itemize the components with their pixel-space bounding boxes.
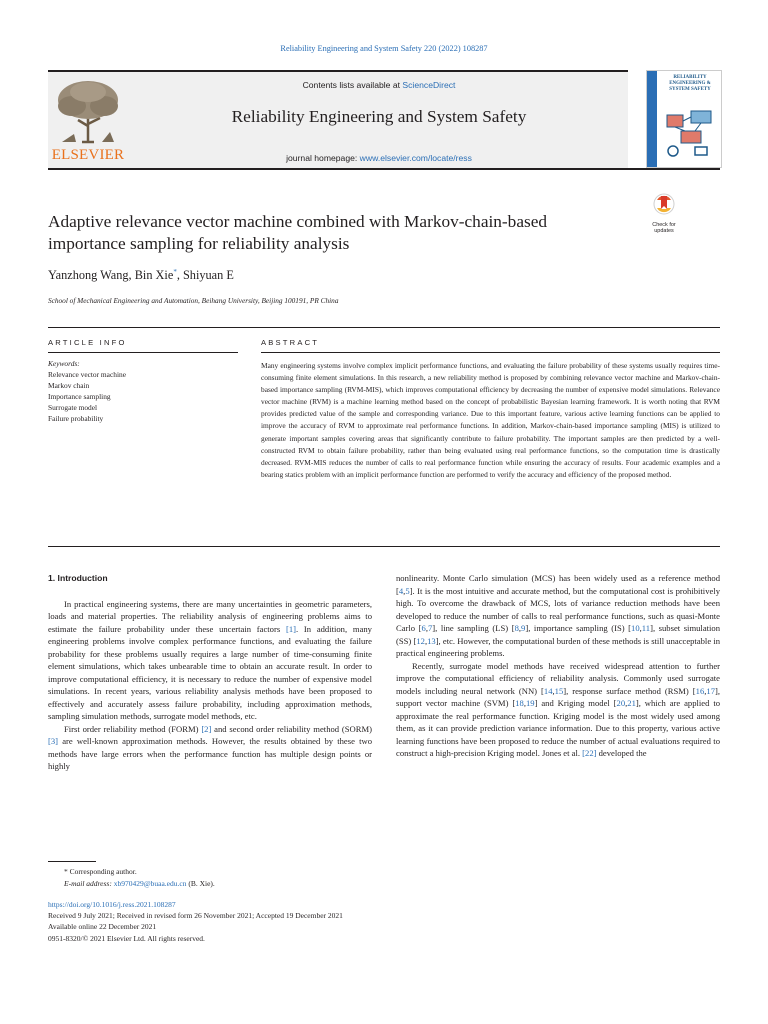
reference-link[interactable]: 8 bbox=[514, 623, 519, 633]
paragraph-text: ], etc. However, the computational burden of these methods is still unacceptable in practical engineering problems. bbox=[396, 635, 720, 658]
author-affiliation: School of Mechanical Engineering and Automation, Beihang University, Beijing 100191, PR China bbox=[48, 296, 339, 305]
paragraph-text: ], response surface method (RSM) [ bbox=[563, 685, 696, 696]
cover-title: RELIABILITY ENGINEERING & SYSTEM SAFETY bbox=[669, 75, 711, 92]
elsevier-tree-icon bbox=[48, 76, 128, 148]
author-list bbox=[48, 268, 234, 283]
paragraph-text: First order reliability method (FORM) bbox=[64, 723, 202, 734]
online-date: Available online 22 December 2021 bbox=[48, 922, 157, 932]
reference-link[interactable]: 17 bbox=[706, 685, 715, 696]
contents-line bbox=[130, 80, 628, 90]
abstract-heading: ABSTRACT bbox=[261, 338, 320, 347]
reference-link[interactable]: 20 bbox=[616, 698, 626, 708]
reference-link[interactable]: [3] bbox=[48, 736, 59, 746]
keyword-item: Markov chain bbox=[48, 381, 90, 390]
footnote-mark: * bbox=[64, 867, 68, 876]
masthead-rule bbox=[48, 168, 720, 170]
body-column-left bbox=[48, 572, 372, 773]
check-for-updates-button[interactable] bbox=[645, 192, 683, 232]
body-paragraph bbox=[396, 660, 720, 760]
corresponding-author-note: Corresponding author. bbox=[69, 867, 137, 876]
reference-link[interactable]: [2] bbox=[201, 723, 212, 734]
keywords-heading: Keywords: bbox=[48, 359, 80, 368]
author-name[interactable]: Bin Xie bbox=[134, 268, 174, 283]
reference-link[interactable]: 19 bbox=[525, 698, 535, 708]
homepage-line bbox=[130, 153, 628, 163]
reference-link[interactable]: 15 bbox=[554, 685, 564, 696]
reference-link[interactable]: [1] bbox=[285, 623, 296, 634]
reference-link[interactable]: 10 bbox=[631, 623, 640, 633]
paragraph-text: In practical engineering systems, there are many uncertainties in geometric parameters, loads and material properties. The reliability analysis of engineering problems aims to estimate the failure probability under these uncertain factors bbox=[48, 598, 372, 634]
section-rule bbox=[48, 327, 720, 328]
reference-link[interactable]: 9 bbox=[521, 623, 526, 633]
article-info-heading: ARTICLE INFO bbox=[48, 338, 127, 347]
footnote-rule bbox=[48, 861, 96, 862]
paragraph-text: , bbox=[424, 635, 428, 646]
journal-citation[interactable]: Reliability Engineering and System Safety 220 (2022) 108287 bbox=[280, 44, 488, 53]
publisher-logo-text: ELSEVIER bbox=[51, 147, 125, 163]
author-name[interactable]: Yanzhong Wang bbox=[48, 268, 129, 283]
reference-link[interactable]: 21 bbox=[627, 698, 636, 708]
reference-link[interactable]: 12 bbox=[416, 635, 425, 646]
paragraph-text: ] and Kriging model [ bbox=[534, 698, 617, 708]
elsevier-logo[interactable] bbox=[48, 76, 128, 166]
homepage-link[interactable]: www.elsevier.com/locate/ress bbox=[359, 153, 472, 163]
paragraph-text: , bbox=[523, 698, 526, 708]
paragraph-text: ], importance sampling (IS) [ bbox=[525, 623, 632, 633]
section-heading: 1. Introduction bbox=[48, 573, 108, 583]
email-label: E-mail address: bbox=[64, 879, 112, 888]
paragraph-text: and second order reliability method (SORM) bbox=[211, 723, 372, 734]
article-info-rule bbox=[48, 352, 238, 353]
doi-link[interactable]: https://doi.org/10.1016/j.ress.2021.108287 bbox=[48, 900, 176, 909]
reference-link[interactable]: 7 bbox=[427, 623, 433, 633]
paragraph-text: ], which are applied to approximate the real performance function. Kriging model is the most widely used among them, as it can provide prediction variance information. Due to this property, various active learning functions have been proposed to reduce the number of actual evaluations required to construct a high-precision Kriging model. Jones et al. bbox=[396, 698, 721, 758]
copyright-line: 0951-8320/© 2021 Elsevier Ltd. All rights reserved. bbox=[48, 933, 205, 943]
sciencedirect-link[interactable]: ScienceDirect bbox=[402, 80, 456, 90]
body-paragraph bbox=[48, 598, 372, 723]
reference-link[interactable]: 11 bbox=[641, 623, 651, 633]
abstract-rule bbox=[261, 352, 720, 353]
paragraph-text: , bbox=[518, 623, 522, 633]
paragraph-text: , bbox=[625, 698, 628, 708]
paragraph-text: Recently, surrogate model methods have received widespread attention to further improve the computational efficiency of reliability analysis. Commonly used surrogate models including neural network (NN) [ bbox=[396, 660, 720, 696]
received-dates: Received 9 July 2021; Received in revised form 26 November 2021; Accepted 19 December 2021 bbox=[48, 911, 343, 921]
author-separator: , bbox=[176, 268, 183, 283]
keyword-item: Surrogate model bbox=[48, 403, 98, 412]
paragraph-text: . In addition, many engineering problems involve complex performance functions, and evaluating the failure probability for these problems usually requires a large number of time-consuming finite element simulations, which takes unbearable time to obtain an accurate result. In order to improve computational efficiency, it is necessary to reduce the number of expensive model simulations. In recent years, various reliability analysis methods have been proposed to effectively and accurately assess failure probability, including approximation methods, sampling simulation methods, surrogate model methods, etc. bbox=[48, 623, 372, 721]
homepage-prefix: journal homepage: bbox=[286, 153, 360, 163]
section-rule bbox=[48, 546, 720, 547]
journal-cover[interactable] bbox=[646, 70, 722, 168]
reference-link[interactable]: 4 bbox=[398, 585, 404, 596]
body-paragraph bbox=[396, 572, 720, 660]
reference-link[interactable]: 16 bbox=[695, 685, 705, 696]
paragraph-text: are well-known approximation methods. However, the results obtained by these two methods have large errors when the performance function has multiple design points or highly bbox=[48, 736, 372, 771]
reference-link[interactable]: 5 bbox=[405, 585, 410, 596]
author-separator: , bbox=[128, 268, 135, 283]
cover-illustration-icon bbox=[661, 107, 719, 161]
paragraph-text: ], line sampling (LS) [ bbox=[432, 623, 515, 633]
paragraph-text: nonlinearity. Monte Carlo simulation (MCS) has been widely used as a reference method [ bbox=[396, 573, 720, 596]
keyword-item: Relevance vector machine bbox=[48, 370, 126, 379]
cover-spine bbox=[647, 71, 657, 167]
reference-link[interactable]: 18 bbox=[515, 698, 524, 708]
paragraph-text: developed the bbox=[596, 748, 647, 758]
contents-prefix: Contents lists available at bbox=[302, 80, 403, 90]
paragraph-text: , bbox=[425, 623, 428, 633]
paragraph-text: , bbox=[704, 685, 707, 696]
reference-link[interactable]: 13 bbox=[427, 635, 436, 646]
paragraph-text: ], subset simulation (SS) [ bbox=[396, 623, 721, 646]
check-updates-label: Check for updates bbox=[652, 222, 676, 234]
keyword-item: Importance sampling bbox=[48, 392, 111, 401]
paragraph-text: ]. It is the most intuitive and accurate method, but the computational cost is prohibitively high. To overcome the drawback of MCS, lots of variance reduction methods have been developed to reduce the number of calls to real performance functions, such as quasi-Monte Carlo [ bbox=[396, 585, 720, 633]
journal-title: Reliability Engineering and System Safety bbox=[231, 107, 527, 126]
paragraph-text: , bbox=[639, 623, 642, 633]
email-link[interactable]: xb970429@buaa.edu.cn bbox=[113, 879, 187, 888]
reference-link[interactable]: 6 bbox=[421, 623, 426, 633]
email-suffix: (B. Xie). bbox=[186, 879, 215, 888]
corresponding-author-mark[interactable]: * bbox=[173, 268, 177, 276]
paragraph-text: , bbox=[552, 685, 555, 696]
article-title: Adaptive relevance vector machine combined with Markov-chain-based importance sampling for reliability analysis bbox=[48, 212, 548, 253]
keyword-item: Failure probability bbox=[48, 414, 104, 423]
author-name[interactable]: Shiyuan E bbox=[182, 268, 234, 283]
keywords-block bbox=[48, 358, 126, 424]
paragraph-text: , bbox=[403, 585, 406, 596]
abstract-text: Many engineering systems involve complex implicit performance functions, and evaluating the failure probability of these systems usually requires time-consuming finite element simulations. In this research, a new reliability method is proposed by combining relevance vector machine and Markov-chain-based importance sampling (RVM-MIS), which improves computational efficiency by decreasing the number of expensive model simulations. Relevance vector machine (RVM) is a machine learning method based on the concept of probabilistic Bayesian learning framework. It is worth noting that RVM provides predicted value of the sample and corresponding variance. Due to this important feature, various active learning functions can be applied to improve the accuracy of RVM to approximate real performance functions. In addition, Markov-chain-based importance sampling (MIS) is utilized to generate important samples covering areas that significantly contribute to failure probability. The important samples are then predicted by a well-constructed RVM to obtain failure probability, rather than being evaluated using real performance functions, so the computation time is drastically decreased. RVM-MIS reduces the number of calls to real performance function while ensuring the accuracy of results. Four academic examples and a bearing statics problem with an implicit performance function are performed to verify the accuracy and efficiency of the proposed method. bbox=[261, 361, 720, 479]
footnote bbox=[48, 866, 215, 890]
reference-link[interactable]: [22] bbox=[582, 748, 597, 758]
body-paragraph bbox=[48, 723, 372, 773]
publication-info bbox=[48, 899, 343, 944]
check-updates-icon bbox=[653, 192, 675, 216]
reference-link[interactable]: 14 bbox=[543, 685, 553, 696]
body-column-right bbox=[396, 572, 720, 760]
paragraph-text: ], support vector machine (SVM) [ bbox=[396, 685, 720, 708]
